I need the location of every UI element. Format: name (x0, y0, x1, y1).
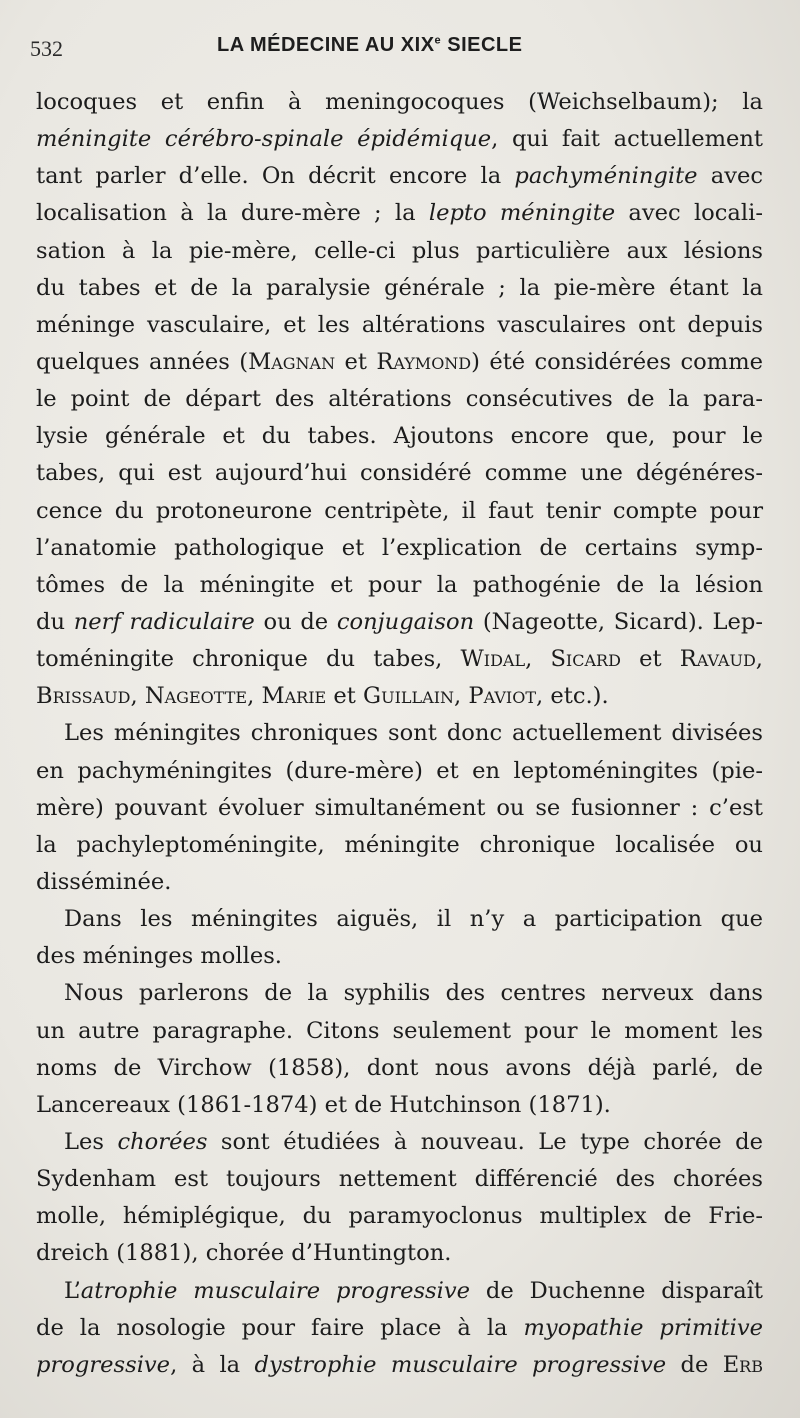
text-run: du tabes et de la paralysie générale ; la pie-mère étant la (36, 274, 763, 301)
text-line (36, 827, 763, 864)
text-run: et (620, 646, 680, 673)
text-run: ) été considérées comme (471, 348, 763, 375)
text-run: le point de départ des altérations consécutives de la para- (36, 386, 763, 413)
text-line (36, 604, 763, 641)
author-name: Sicard (550, 646, 621, 673)
text-line (36, 1198, 763, 1235)
italic-text: atrophie musculaire progressive (80, 1277, 471, 1304)
text-run: , (525, 646, 551, 673)
text-run: Les (64, 1128, 118, 1155)
text-run: de Duchenne disparaît (470, 1277, 764, 1304)
text-run: molle, hémiplégique, du paramyoclonus multiplex de Frie- (36, 1203, 763, 1230)
text-line (36, 233, 763, 270)
text-run: , etc.). (536, 683, 609, 710)
text-line (36, 381, 763, 418)
body-text (36, 84, 763, 1384)
text-run: avec (697, 163, 763, 190)
text-run: Lancereaux (1861-1874) et de Hutchinson (1871). (36, 1091, 611, 1118)
italic-text: conjugaison (336, 608, 475, 635)
text-run: L’ (64, 1277, 81, 1304)
text-run: Nous parlerons de la syphilis des centres nerveux dans (64, 980, 763, 1007)
text-run: dreich (1881), chorée d’Huntington. (36, 1240, 452, 1267)
text-run: de (666, 1351, 723, 1378)
text-run: mère) pouvant évoluer simultanément ou se fusionner : c’est (36, 794, 763, 821)
author-name: Magnan (248, 348, 336, 375)
text-line (36, 307, 763, 344)
text-run: tant parler d’elle. On décrit encore la (36, 163, 515, 190)
italic-text: myopathie primitive (523, 1314, 763, 1341)
text-run: des méninges molles. (36, 943, 282, 970)
text-run: toméningite chronique du tabes, (36, 646, 461, 673)
page-header (0, 34, 800, 64)
text-line (36, 975, 763, 1012)
text-line (36, 938, 763, 975)
italic-text: méningite cérébro-spinale épidémique (36, 126, 492, 153)
running-title (217, 34, 522, 57)
text-line (36, 158, 763, 195)
text-line (36, 1013, 763, 1050)
page-number: 532 (30, 36, 63, 61)
text-line (36, 1087, 763, 1124)
text-run: et (326, 683, 364, 710)
text-line (36, 418, 763, 455)
italic-text: lepto méningite (428, 200, 616, 227)
text-run: , (247, 683, 262, 710)
text-line (36, 344, 763, 381)
text-run: sation à la pie-mère, celle-ci plus particulière aux lésions (36, 237, 763, 264)
text-line (36, 1273, 763, 1310)
italic-text: dystrophie musculaire progressive (254, 1351, 667, 1378)
text-run: cence du protoneurone centripète, il faut tenir compte pour (36, 497, 763, 524)
author-name: Nageotte (144, 683, 248, 710)
text-run: du (36, 608, 74, 635)
text-line (36, 1050, 763, 1087)
text-line (36, 455, 763, 492)
author-name: Ravaud (679, 646, 756, 673)
text-line (36, 121, 763, 158)
text-line (36, 641, 763, 678)
author-name: Marie (261, 683, 327, 710)
text-run: un autre paragraphe. Citons seulement pour le moment les (36, 1017, 763, 1044)
text-run: lysie générale et du tabes. Ajoutons encore que, pour le (36, 423, 763, 450)
text-run: , à la (170, 1351, 255, 1378)
text-run: , qui fait actuellement (491, 126, 764, 153)
text-run: , (755, 646, 763, 673)
text-run: la pachyleptoméningite, méningite chronique localisée ou (36, 831, 763, 858)
italic-text: pachyméningite (514, 163, 698, 190)
text-line (36, 84, 763, 121)
text-line (36, 1347, 763, 1384)
text-line (36, 270, 763, 307)
text-run: (Nageotte, Sicard). Lep- (474, 608, 763, 635)
text-line (36, 1235, 763, 1272)
text-run: en pachyméningites (dure-mère) et en leptoméningites (pie- (36, 757, 763, 784)
text-line (36, 1124, 763, 1161)
text-run: quelques années ( (36, 348, 249, 375)
text-run: locoques et enfin à meningocoques (Weichselbaum); la (36, 89, 763, 115)
text-run: localisation à la dure-mère ; la (36, 200, 429, 227)
text-run: , (130, 683, 145, 710)
text-run: de la nosologie pour faire place à la (36, 1314, 524, 1341)
author-name: Guillain (363, 683, 455, 710)
author-name: Widal (460, 646, 526, 673)
italic-text: chorées (117, 1128, 208, 1155)
italic-text: nerf radiculaire (73, 608, 255, 635)
running-title-end: SIECLE (441, 34, 523, 56)
running-title-main: LA MÉDECINE AU XIX (217, 34, 435, 56)
text-line (36, 678, 763, 715)
text-run: Les méningites chroniques sont donc actuellement divisées (64, 720, 763, 747)
text-run: et (335, 348, 377, 375)
text-line (36, 1310, 763, 1347)
text-run: Sydenham est toujours nettement différencié des chorées (36, 1166, 763, 1193)
text-run: méninge vasculaire, et les altérations vasculaires ont depuis (36, 311, 763, 338)
author-name: Paviot (468, 683, 537, 710)
italic-text: progressive (36, 1351, 171, 1378)
author-name: Raymond (376, 348, 472, 375)
text-line (36, 753, 763, 790)
text-line (36, 493, 763, 530)
text-run: noms de Virchow (1858), dont nous avons déjà parlé, de (36, 1054, 763, 1081)
text-run: ou de (254, 608, 337, 635)
text-line (36, 864, 763, 901)
text-run: tabes, qui est aujourd’hui considéré comme une dégénéres- (36, 460, 763, 487)
text-line (36, 567, 763, 604)
text-run: disséminée. (36, 868, 172, 895)
text-line (36, 1161, 763, 1198)
text-line (36, 901, 763, 938)
text-run: avec locali- (615, 200, 763, 227)
text-line (36, 790, 763, 827)
text-run: Dans les méningites aiguës, il n’y a participation que (64, 906, 763, 933)
text-line (36, 195, 763, 232)
text-line (36, 530, 763, 567)
text-run: sont étudiées à nouveau. Le type chorée de (207, 1128, 763, 1155)
text-run: , (454, 683, 469, 710)
author-name: Brissaud (36, 683, 131, 710)
author-name: Erb (722, 1351, 763, 1378)
text-run: tômes de la méningite et pour la pathogénie de la lésion (36, 571, 763, 598)
text-line (36, 715, 763, 752)
running-title-superscript: e (434, 34, 442, 47)
text-run: l’anatomie pathologique et l’explication de certains symp- (36, 534, 763, 561)
